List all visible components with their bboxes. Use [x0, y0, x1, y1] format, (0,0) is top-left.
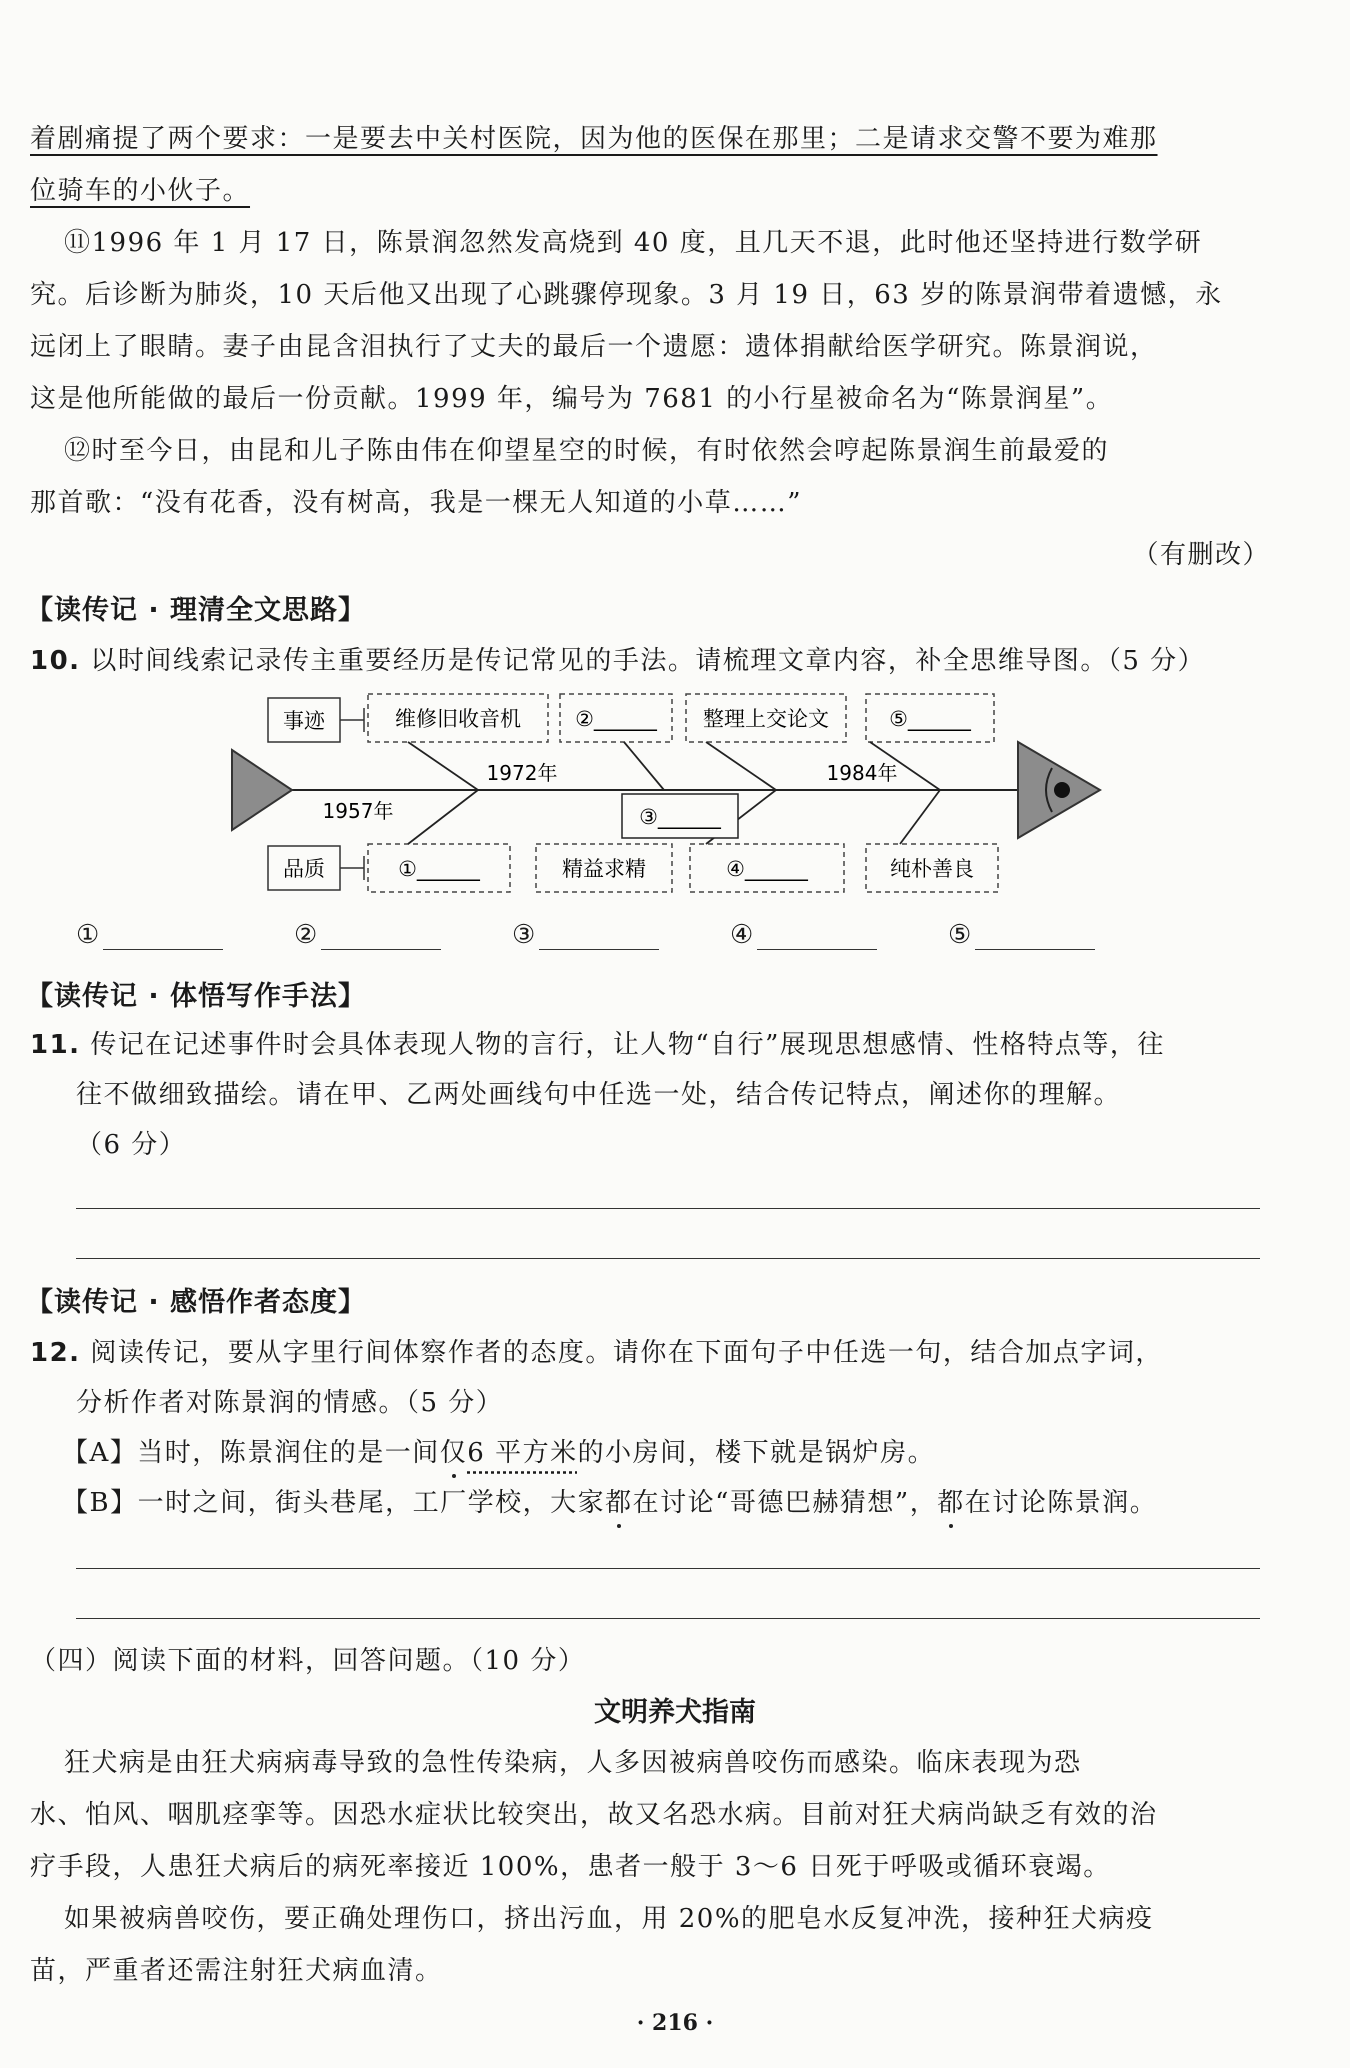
question-text: 以时间线索记录传主重要经历是传记常见的手法。请梳理文章内容，补全思维导图。（5 分）	[90, 646, 1206, 676]
question-text: 传记在记述事件时会具体表现人物的言行，让人物“自行”展现思想感情、性格特点等，往	[90, 1030, 1165, 1060]
answer-line[interactable]	[76, 1618, 1260, 1619]
year-label: 1972年	[486, 761, 558, 785]
question-11	[30, 1024, 1165, 1061]
bottom-box-2: 精益求精	[562, 857, 646, 881]
article-paragraph: 苗，严重者还需注射狂犬病血清。	[30, 1956, 443, 1986]
answer-blank[interactable]: ②	[294, 920, 441, 950]
sentence-a: 【A】当时，陈景润住的是一间仅6 平方米的小房间，楼下就是锅炉房。	[62, 1438, 936, 1468]
paragraph-11: 远闭上了眼睛。妻子由昆含泪执行了丈夫的最后一个遗愿：遗体捐献给医学研究。陈景润说，	[30, 332, 1158, 362]
paragraph-12: ⑫时至今日，由昆和儿子陈由伟在仰望星空的时候，有时依然会哼起陈景润生前最爱的	[64, 436, 1110, 466]
paragraph-12: 那首歌：“没有花香，没有树高，我是一棵无人知道的小草……”	[30, 488, 803, 518]
answer-blank[interactable]: ①	[76, 920, 223, 950]
article-paragraph: 如果被病兽咬伤，要正确处理伤口，挤出污血，用 20%的肥皂水反复冲洗，接种狂犬病疫	[64, 1904, 1154, 1934]
answer-line[interactable]	[76, 1568, 1260, 1569]
bottom-box-4: 纯朴善良	[890, 857, 974, 881]
top-box-1: 维修旧收音机	[395, 707, 521, 731]
article-paragraph: 水、怕风、咽肌痉挛等。因恐水症状比较突出，故又名恐水病。目前对狂犬病尚缺乏有效的治	[30, 1800, 1158, 1830]
top-box-2: ②______	[575, 707, 657, 731]
section-heading: 【读传记 · 理清全文思路】	[26, 595, 367, 626]
question-number: 11.	[30, 1030, 81, 1060]
paragraph-11: 这是他所能做的最后一份贡献。1999 年，编号为 7681 的小行星被命名为“陈景润星”。	[30, 384, 1114, 414]
paragraph-11: ⑪1996 年 1 月 17 日，陈景润忽然发高烧到 40 度，且几天不退，此时他还坚持进行数学研	[64, 228, 1203, 258]
question-text: 分析作者对陈景润的情感。（5 分）	[76, 1388, 504, 1418]
answer-blank[interactable]: ③	[512, 920, 659, 950]
mind-map-diagram	[0, 680, 1350, 910]
question-12	[30, 1332, 1163, 1369]
source-note: （有删改）	[1132, 540, 1270, 570]
top-box-3: 整理上交论文	[703, 707, 829, 731]
fishbone-tail	[232, 750, 292, 830]
article-paragraph: 狂犬病是由狂犬病病毒导致的急性传染病，人多因被病兽咬伤而感染。临床表现为恐	[64, 1748, 1082, 1778]
passage-line: 位骑车的小伙子。	[30, 176, 251, 206]
section-heading: 【读传记 · 体悟写作手法】	[26, 981, 367, 1012]
question-10	[30, 640, 1205, 677]
top-label: 事迹	[283, 709, 325, 733]
question-number: 10.	[30, 646, 81, 676]
section-heading: 【读传记 · 感悟作者态度】	[26, 1287, 367, 1318]
answer-blank[interactable]: ④	[730, 920, 877, 950]
answer-line[interactable]	[76, 1258, 1260, 1259]
question-score: （6 分）	[76, 1130, 187, 1160]
paragraph-11: 究。后诊断为肺炎，10 天后他又出现了心跳骤停现象。3 月 19 日，63 岁的陈景润带着遗憾，永	[30, 280, 1223, 310]
bottom-box-3: ④______	[726, 857, 808, 881]
page-number: · 216 ·	[636, 2010, 714, 2036]
question-number: 12.	[30, 1338, 81, 1368]
sentence-b: 【B】一时之间，街头巷尾，工厂学校，大家都在讨论“哥德巴赫猜想”，都在讨论陈景润。	[62, 1488, 1158, 1518]
answer-blank[interactable]: ⑤	[948, 920, 1095, 950]
article-paragraph: 疗手段，人患狂犬病后的病死率接近 100%，患者一般于 3～6 日死于呼吸或循环衰竭。	[30, 1852, 1111, 1882]
passage-line: 着剧痛提了两个要求：一是要去中关村医院，因为他的医保在那里；二是请求交警不要为难那	[30, 124, 1158, 154]
middle-box: ③______	[639, 805, 721, 829]
bottom-label: 品质	[283, 857, 325, 881]
question-text: 往不做细致描绘。请在甲、乙两处画线句中任选一处，结合传记特点，阐述你的理解。	[76, 1080, 1122, 1110]
question-text: 阅读传记，要从字里行间体察作者的态度。请你在下面句子中任选一句，结合加点字词，	[90, 1338, 1163, 1368]
answer-line[interactable]	[76, 1208, 1260, 1209]
bottom-box-1: ①______	[398, 857, 480, 881]
year-label: 1957年	[322, 799, 394, 823]
top-box-4: ⑤______	[889, 707, 971, 731]
section-intro: （四）阅读下面的材料，回答问题。（10 分）	[30, 1646, 586, 1676]
year-label: 1984年	[826, 761, 898, 785]
article-title: 文明养犬指南	[594, 1697, 756, 1728]
fishbone-eye	[1054, 782, 1070, 798]
